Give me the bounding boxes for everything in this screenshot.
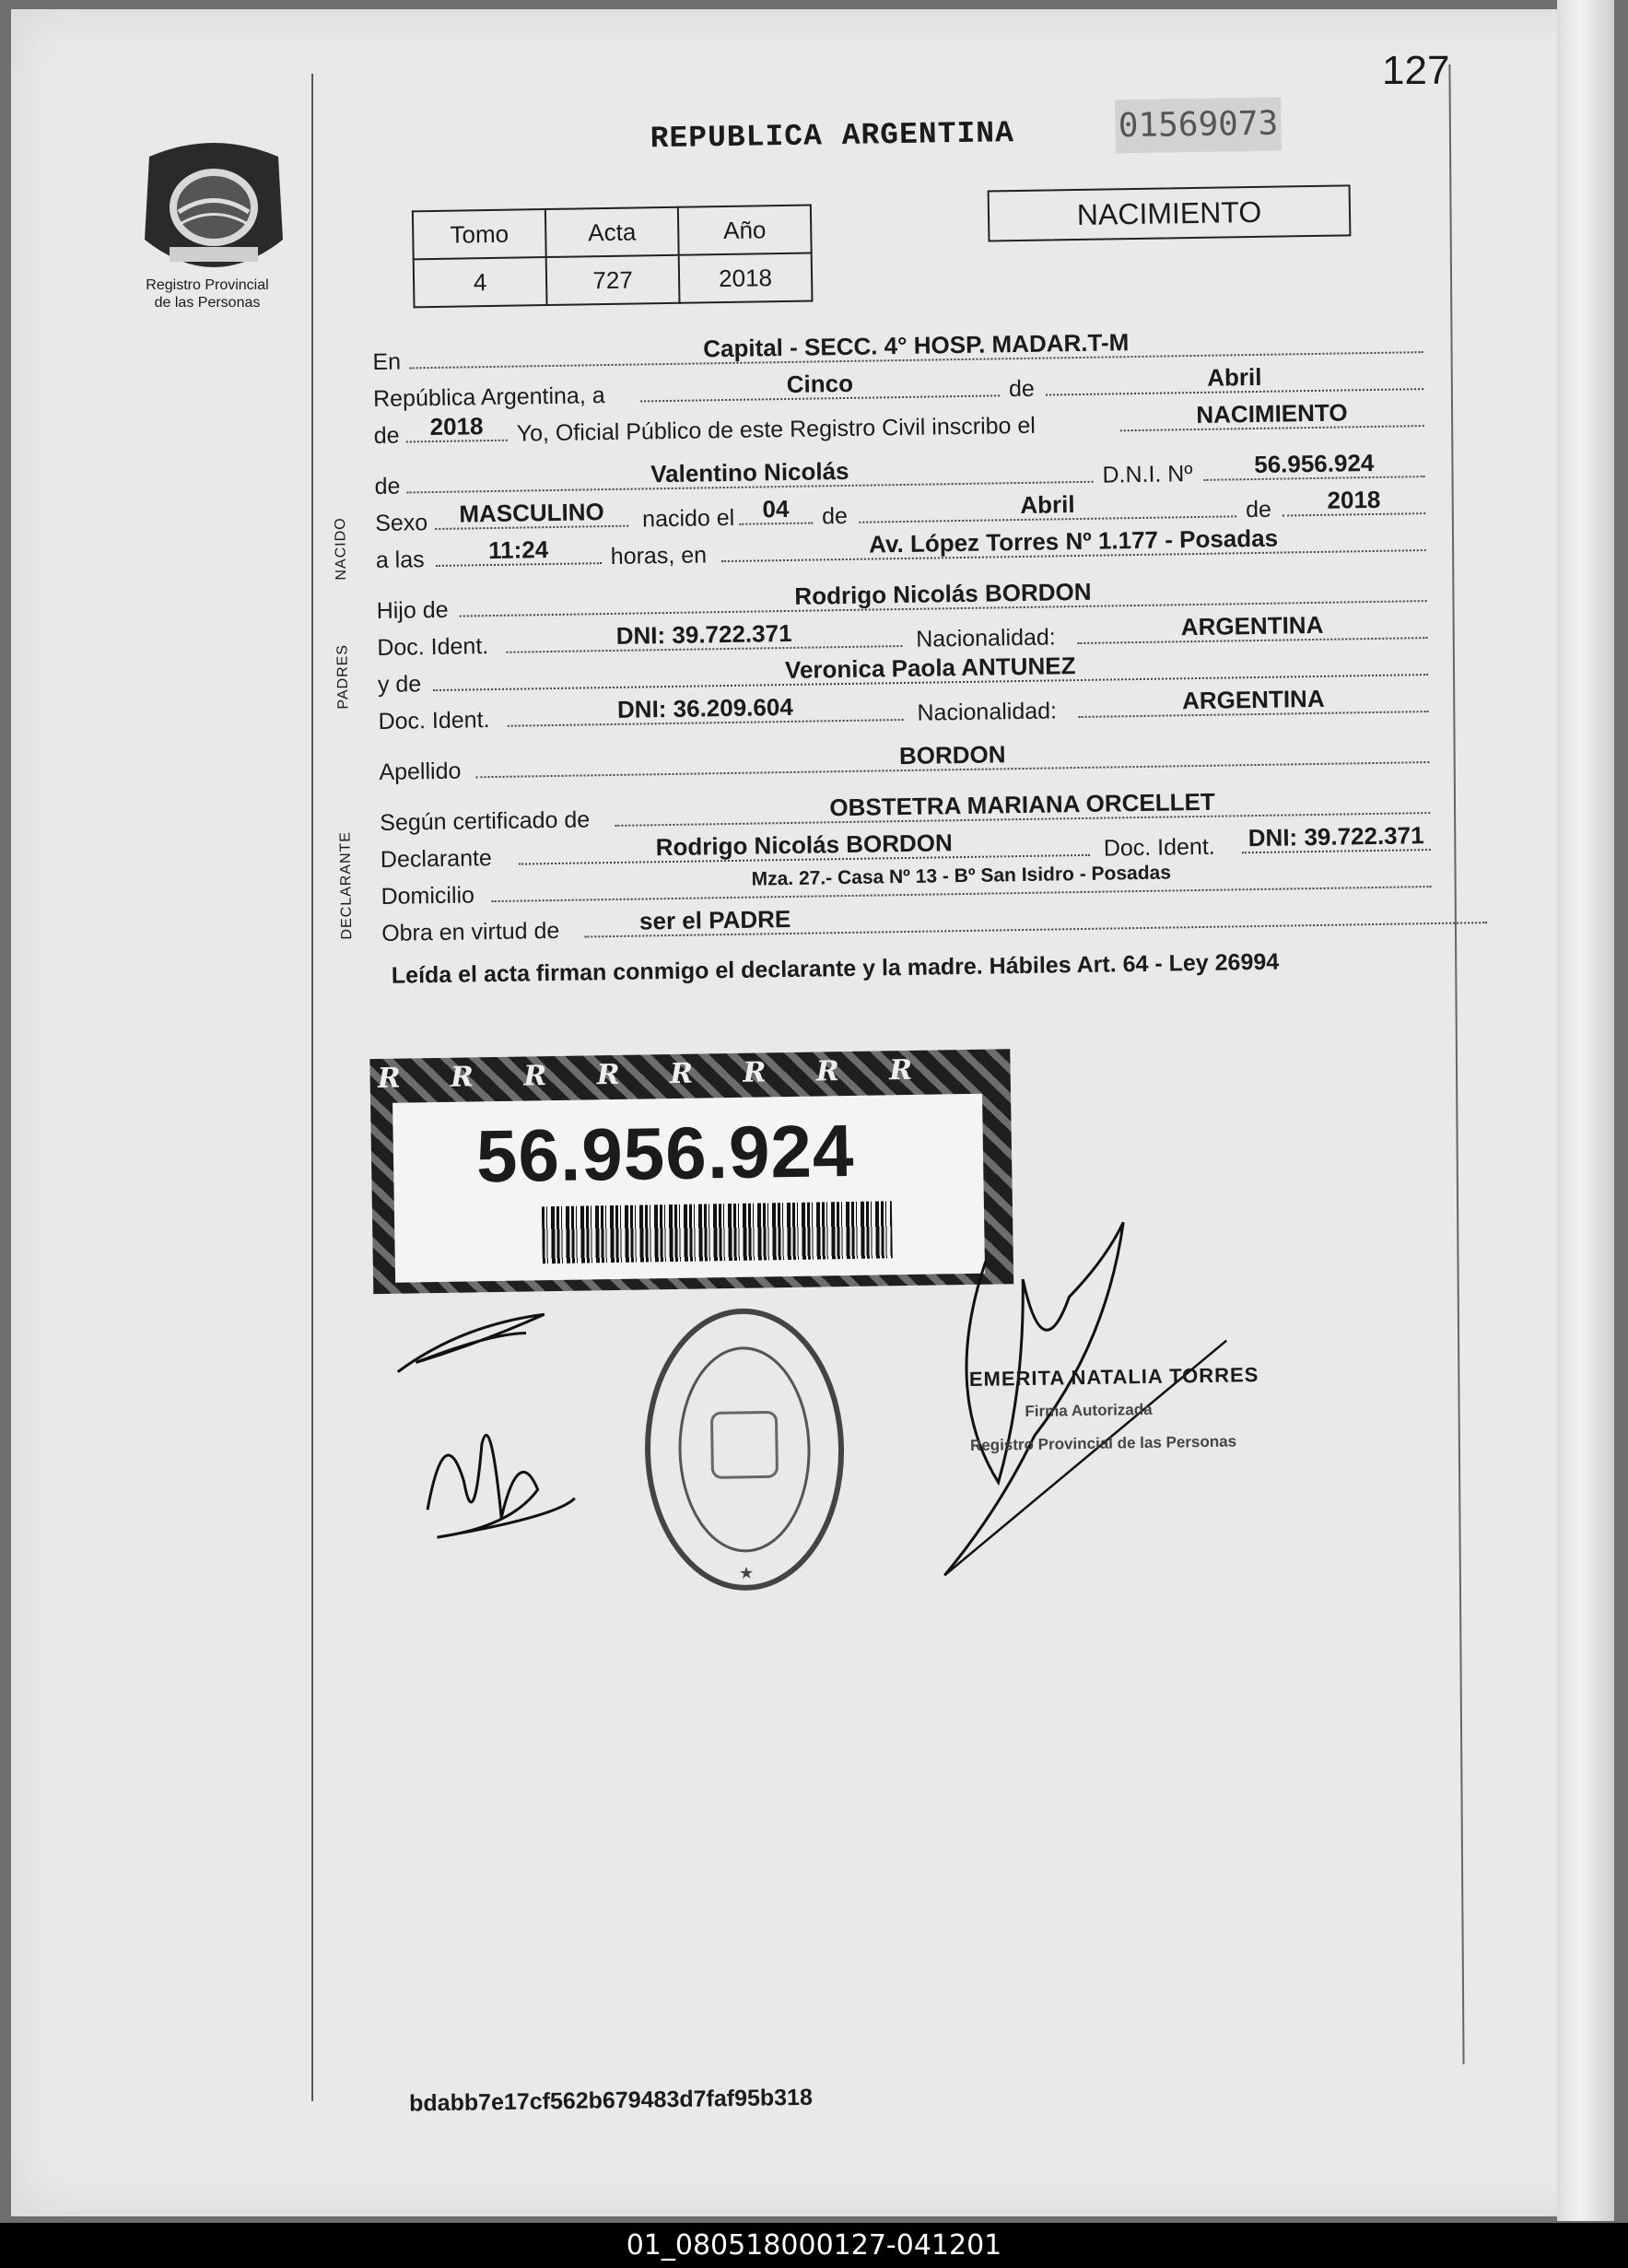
field-nac-dia: 04	[739, 495, 813, 525]
signer-role: Firma Autorizada	[1025, 1400, 1153, 1421]
line-lugar: En Capital - SECC. 4° HOSP. MADAR.T-M	[372, 323, 1432, 371]
closing-statement: Leída el acta firman conmigo el declarante y la madre. Hábiles Art. 64 - Ley 26994	[391, 948, 1280, 989]
line-declarante: Declarante Rodrigo Nicolás BORDON Doc. Ident. DNI: 39.722.371	[381, 821, 1440, 869]
file-id-band: 01_080518000127-041201	[0, 2223, 1628, 2268]
field-acto: NACIMIENTO	[1119, 397, 1423, 431]
field-nombre: Valentino Nicolás	[406, 453, 1093, 494]
field-hora: 11:24	[435, 535, 601, 567]
field-certificado: OBSTETRA MARIANA ORCELLET	[615, 784, 1430, 827]
field-padre: Rodrigo Nicolás BORDON	[459, 572, 1426, 617]
line-madre-doc: Doc. Ident. DNI: 36.209.604 Nacionalidad: ARGENTINA	[378, 683, 1437, 731]
document-hash: bdabb7e17cf562b679483d7faf95b318	[408, 2084, 814, 2117]
signer-name: EMERITA NATALIA TORRES	[968, 1363, 1259, 1391]
barcode-icon	[542, 1201, 893, 1263]
svg-text:★: ★	[738, 1563, 755, 1582]
field-dia: Cinco	[640, 367, 1000, 402]
field-lugar: Capital - SECC. 4° HOSP. MADAR.T-M	[409, 323, 1423, 369]
field-virtud: ser el PADRE	[584, 894, 1487, 937]
value-anio: 2018	[679, 253, 813, 303]
serial-number: 01569073	[1115, 98, 1282, 154]
side-label-padres: PADRES	[334, 643, 352, 710]
line-domicilio: Domicilio Mza. 27.- Casa Nº 13 - Bº San Isidro - Posadas	[381, 858, 1440, 906]
header-anio: Año	[678, 206, 812, 255]
document-title: REPUBLICA ARGENTINA	[650, 116, 1015, 157]
line-sexo: Sexo MASCULINO nacido el 04 de Abril de 2018	[375, 485, 1435, 533]
field-madre: Veronica Paola ANTUNEZ	[433, 646, 1428, 691]
line-virtud: Obra en virtud de ser el PADRE	[381, 895, 1441, 943]
field-lugar-nacimiento: Av. López Torres Nº 1.177 - Posadas	[720, 522, 1425, 562]
field-padre-doc: DNI: 39.722.371	[506, 617, 902, 653]
signature-declarante-icon	[388, 1304, 595, 1583]
field-anio: 2018	[405, 412, 507, 443]
field-nac-mes: Abril	[859, 488, 1236, 523]
page-number: 127	[1382, 48, 1450, 93]
certificate-body	[313, 83, 1496, 2128]
field-apellido: BORDON	[475, 734, 1429, 778]
side-label-declarante: DECLARANTE	[337, 830, 356, 940]
field-sexo: MASCULINO	[435, 498, 628, 530]
header-tomo: Tomo	[413, 209, 546, 259]
field-padre-nacionalidad: ARGENTINA	[1077, 609, 1427, 644]
signer-block	[969, 1358, 1260, 1463]
registry-stamp-icon	[637, 1300, 853, 1599]
sticker-number: 56.956.924	[475, 1109, 856, 1198]
header-acta: Acta	[545, 207, 679, 257]
field-nac-anio: 2018	[1282, 485, 1425, 516]
value-tomo: 4	[414, 257, 547, 307]
line-fecha: República Argentina, a Cinco de Abril	[373, 360, 1433, 408]
line-padre-doc: Doc. Ident. DNI: 39.722.371 Nacionalidad: ARGENTINA	[377, 609, 1436, 657]
logo-caption: Registro Provincial de las Personas	[146, 277, 269, 311]
field-declarante: Rodrigo Nicolás BORDON	[519, 827, 1090, 865]
field-madre-doc: DNI: 36.209.604	[507, 691, 903, 727]
line-hora: a las 11:24 horas, en Av. López Torres Nº 1.177 - Posadas	[375, 522, 1435, 570]
line-padre: Hijo de Rodrigo Nicolás BORDON	[376, 572, 1435, 620]
certificate-kind: NACIMIENTO	[988, 184, 1352, 241]
page-edge	[1557, 0, 1614, 2221]
line-inscripcion: de 2018 Yo, Oficial Público de este Registro Civil inscribo el NACIMIENTO	[373, 397, 1433, 445]
field-declarante-doc: DNI: 39.722.371	[1241, 821, 1430, 853]
line-madre: y de Veronica Paola ANTUNEZ	[378, 646, 1437, 694]
field-dni: 56.956.924	[1203, 448, 1424, 481]
value-acta: 727	[546, 255, 680, 305]
line-apellido: Apellido BORDON	[379, 734, 1438, 781]
left-margin-line	[311, 74, 313, 2101]
signer-office: Registro Provincial de las Personas	[969, 1432, 1237, 1454]
field-mes: Abril	[1046, 360, 1423, 395]
side-label-nacido: NACIDO	[333, 517, 350, 581]
sticker-pattern: R R R R R R R R	[377, 1053, 933, 1096]
line-nombre: de Valentino Nicolás D.N.I. Nº 56.956.924	[374, 448, 1434, 496]
registry-table	[412, 205, 814, 309]
field-madre-nacionalidad: ARGENTINA	[1078, 683, 1428, 718]
line-certificado: Según certificado de OBSTETRA MARIANA ORCELLET	[380, 784, 1439, 832]
field-domicilio: Mza. 27.- Casa Nº 13 - Bº San Isidro - Posadas	[491, 858, 1431, 902]
